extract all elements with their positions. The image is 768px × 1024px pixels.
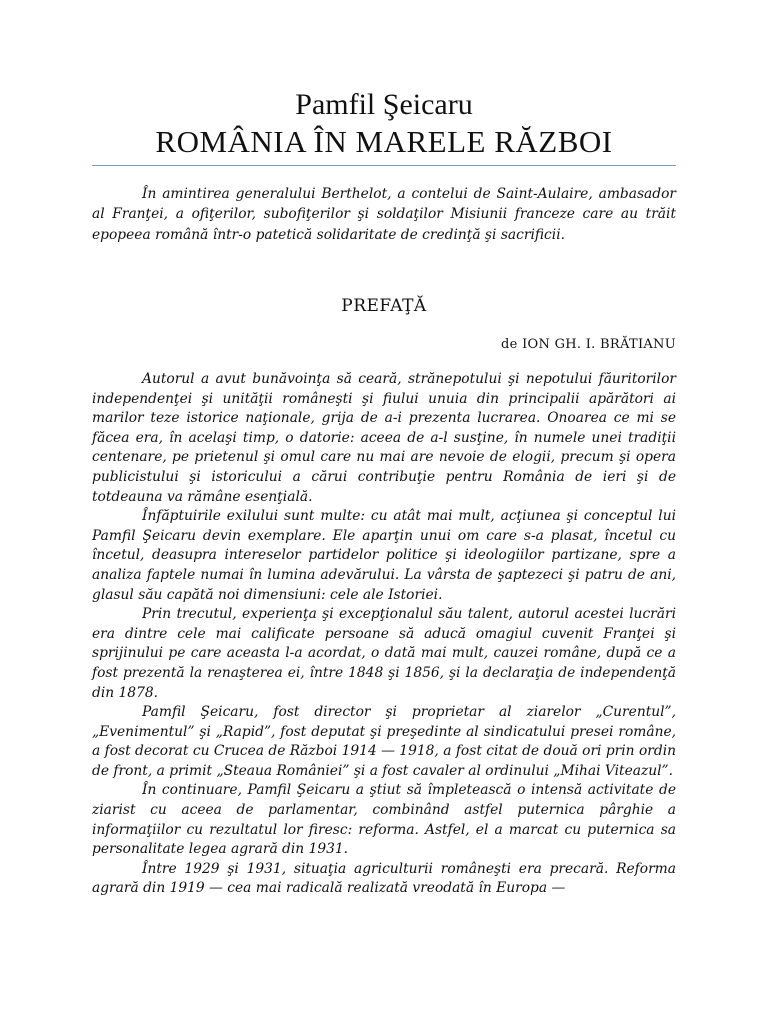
preface-heading: PREFAŢĂ	[341, 296, 427, 316]
book-title: ROMÂNIA ÎN MARELE RĂZBOI	[155, 124, 613, 159]
paragraph: Autorul a avut bunăvoinţa să ceară, strănepotului şi nepotului făuritorilor independenţei şi unităţii româneşti şi fiului unuia din principalii apărători ai marilor teze istorice naţionale, grija de a-i prezenta lucrarea. Onoarea ce mi se făcea era, în acelaşi timp, o datorie: aceea de a-l susţine, în numele unei tradiţii centenare, pe prietenul şi omul care nu mai are nevoie de elogii, precum şi opera publicistului şi istoricului a cărui contribuţie pentru România de ieri şi de totdeauna va rămâne esenţială.	[92, 371, 676, 505]
paragraph: Prin trecutul, experienţa şi excepţionalul său talent, autorul acestei lucrări era dintre cele mai calificate persoane să aducă omagiul cuvenit Franţei şi sprijinului pe care aceasta l-a acordat, o dată mai mult, cauzei române, după ce a fost prezentă la renaşterea ei, între 1848 şi 1856, şi la declaraţia de independenţă din 1878.	[92, 606, 676, 701]
dedication-text: În amintirea generalului Berthelot, a contelui de Saint-Aulaire, ambasador al Franţei, a ofiţerilor, subofiţerilor şi soldaţilor Misiunii franceze care au trăit epopeea română într-o patetică solidaritate de credinţă şi sacrificii.	[92, 186, 676, 243]
paragraph: În continuare, Pamfil Şeicaru a ştiut să împletească o intensă activitate de ziarist cu aceea de parlamentar, combinând astfel puternica pârghie a informaţiilor cu rezultatul lor firesc: reforma. Astfel, el a marcat cu puternica sa personalitate legea agrară din 1931.	[92, 782, 676, 858]
preface-byline: de ION GH. I. BRĂTIANU	[501, 337, 676, 352]
paragraph: Înfăptuirile exilului sunt multe: cu atât mai mult, acţiunea şi conceptul lui Pamfil Şeicaru devin exemplare. Ele aparţin unui om care s-a plasat, încetul cu încetul, deasupra intereselor partidelor politice şi ideologiilor partizane, spre a analiza faptele numai în lumina adevărului. La vârsta de şaptezeci şi patru de ani, glasul său capătă noi dimensiuni: cele ale Istoriei.	[92, 508, 676, 603]
preface-body	[92, 370, 676, 899]
paragraph: Pamfil Şeicaru, fost director şi proprietar al ziarelor „Curentul”, „Evenimentul” şi „Rapid”, fost deputat şi preşedinte al sindicatului presei române, a fost decorat cu Crucea de Război 1914 — 1918, a fost citat de două ori prin ordin de front, a primit „Steaua României” şi a fost cavaler al ordinului „Mihai Viteazul”.	[92, 704, 676, 779]
paragraph: Între 1929 şi 1931, situaţia agriculturii româneşti era precară. Reforma agrară din 1919 — cea mai radicală realizată vreodată în Europa —	[92, 860, 676, 897]
book-author: Pamfil Şeicaru	[295, 88, 473, 121]
title-divider	[92, 165, 676, 166]
